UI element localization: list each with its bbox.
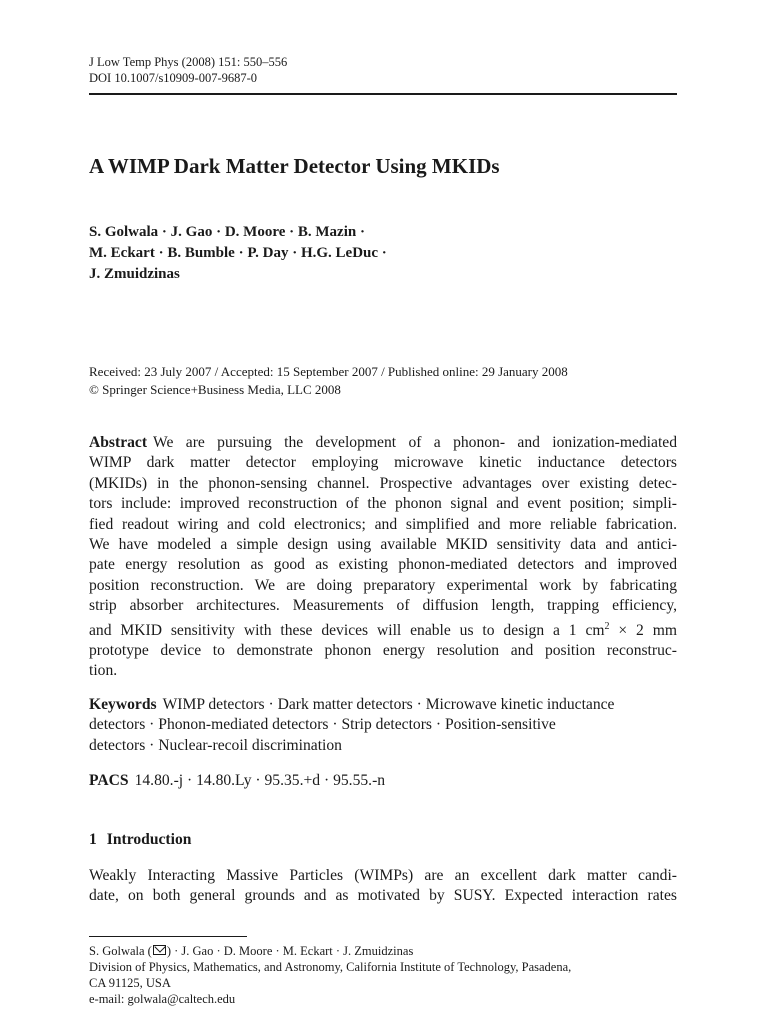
abstract-label: Abstract: [89, 434, 148, 451]
publication-dates: [89, 363, 568, 399]
intro-line: Weakly Interacting Massive Particles (WIMPs) are an excellent dark matter candi-: [89, 867, 677, 884]
section-number: 1: [89, 831, 97, 848]
footnote-email[interactable]: e-mail: golwala@caltech.edu: [89, 992, 236, 1006]
abstract-line: tion.: [89, 662, 118, 680]
abstract-line: We have modeled a simple design using available MKID sensitivity data and antici-: [89, 536, 677, 554]
footnote-affiliation: CA 91125, USA: [89, 976, 171, 990]
authors-line: J. Zmuidzinas: [89, 266, 180, 282]
abstract-line: prototype device to demonstrate phonon energy resolution and position reconstruc-: [89, 642, 677, 660]
envelope-icon: [153, 945, 166, 955]
abstract: [89, 433, 677, 682]
keywords-text: WIMP detectors · Dark matter detectors · Microwave kinetic inductance: [162, 696, 615, 713]
intro-line: date, on both general grounds and as motivated by SUSY. Expected interaction rates: [89, 887, 677, 905]
footnote-text: S. Golwala (: [89, 944, 152, 958]
abstract-line: WIMP dark matter detector employing microwave kinetic inductance detectors: [89, 454, 677, 472]
abstract-line: (MKIDs) in the phonon-sensing channel. Prospective advantages over existing detec-: [89, 474, 677, 492]
footnote-text: ) · J. Gao · D. Moore · M. Eckart · J. Zmuidzinas: [166, 944, 414, 958]
author-footnote: [89, 943, 571, 1007]
paper-title: A WIMP Dark Matter Detector Using MKIDs: [89, 154, 500, 178]
section-heading: [89, 831, 191, 849]
author-list: [89, 222, 387, 285]
copyright-notice: © Springer Science+Business Media, LLC 2008: [89, 382, 341, 397]
abstract-text: × 2 mm: [609, 621, 677, 639]
pacs-codes: [89, 772, 385, 790]
keywords-line: detectors · Phonon-mediated detectors · Strip detectors · Position-sensitive: [89, 716, 556, 734]
superscript: 2: [604, 620, 610, 632]
abstract-line: [89, 433, 677, 453]
abstract-line: tors include: improved reconstruction of the phonon signal and event position; simpli-: [89, 495, 677, 513]
keywords: [89, 695, 677, 756]
footnote-affiliation: Division of Physics, Mathematics, and Astronomy, California Institute of Technology, Pasadena,: [89, 960, 572, 974]
footnote-rule: [89, 936, 247, 937]
received-dates: Received: 23 July 2007 / Accepted: 15 September 2007 / Published online: 29 January 2008: [89, 364, 568, 379]
authors-line: M. Eckart · B. Bumble · P. Day · H.G. LeDuc ·: [89, 245, 387, 261]
keywords-line: [89, 695, 677, 715]
header-rule: [89, 93, 677, 95]
abstract-line: position reconstruction. We are doing preparatory experimental work by fabricating: [89, 576, 677, 594]
authors-line: S. Golwala · J. Gao · D. Moore · B. Mazin ·: [89, 224, 365, 240]
abstract-line: pate energy resolution as good as existing phonon-mediated detectors and improved: [89, 556, 677, 574]
abstract-text: We are pursuing the development of a phonon- and ionization-mediated: [153, 434, 677, 451]
abstract-line: fied readout wiring and cold electronics; and simplified and more reliable fabrication.: [89, 515, 677, 533]
introduction-text: [89, 866, 677, 907]
abstract-text: and MKID sensitivity with these devices will enable us to design a 1 cm: [89, 621, 605, 639]
keywords-line: detectors · Nuclear-recoil discrimination: [89, 736, 342, 754]
keywords-label: Keywords: [89, 696, 157, 713]
footnote-authors: [89, 943, 571, 959]
section-title: Introduction: [106, 831, 192, 848]
journal-header: [89, 54, 287, 86]
abstract-line: [89, 617, 677, 641]
journal-doi: DOI 10.1007/s10909-007-9687-0: [89, 71, 258, 85]
pacs-label: PACS: [89, 772, 129, 789]
abstract-line: strip absorber architectures. Measurements of diffusion length, trapping efficiency,: [89, 597, 677, 615]
journal-citation: J Low Temp Phys (2008) 151: 550–556: [89, 55, 288, 69]
pacs-value: 14.80.-j · 14.80.Ly · 95.35.+d · 95.55.-n: [134, 772, 386, 789]
